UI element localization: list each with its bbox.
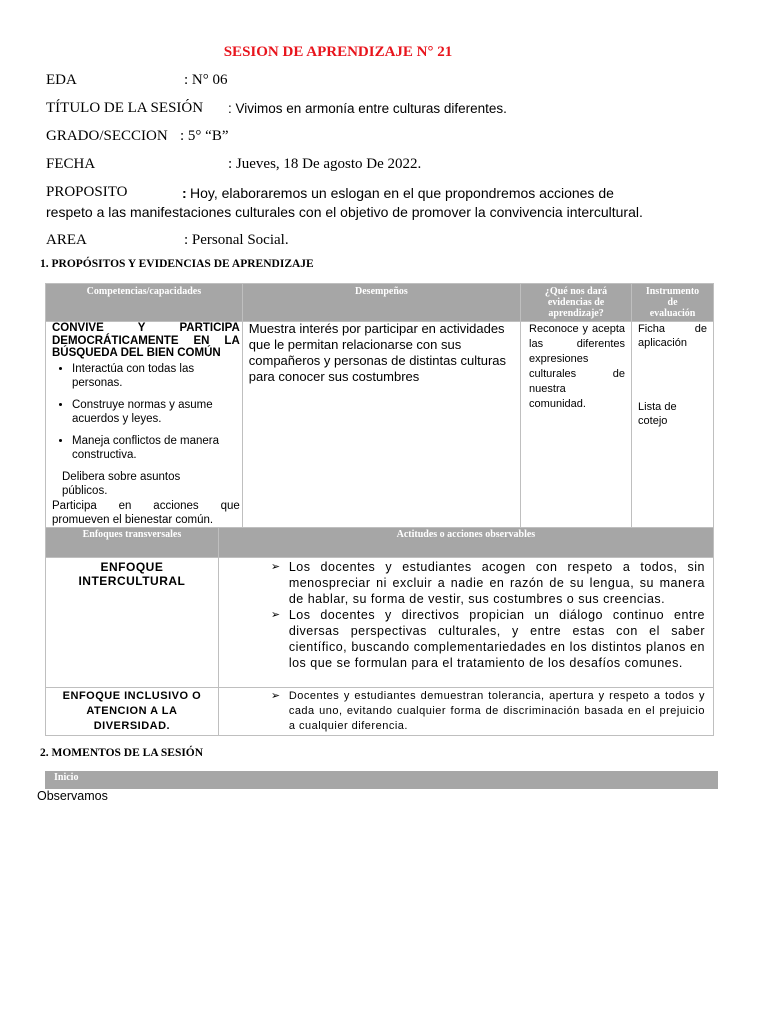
competencias-table <box>45 283 714 528</box>
competencia-title: CONVIVE Y PARTICIPA DEMOCRÁTICAMENTE EN LA BÚSQUEDA DEL BIEN COMÚN <box>52 322 240 359</box>
desempeno-cell <box>242 322 520 528</box>
enfoque-inclusivo-label: ENFOQUE INCLUSIVO O ATENCION A LA DIVERSIDAD. <box>46 688 219 736</box>
area-label: AREA <box>46 232 87 248</box>
capacidades-list <box>52 362 240 462</box>
page-title: SESION DE APRENDIZAJE N° 21 <box>223 44 453 60</box>
instrumento-1: Ficha de aplicación <box>638 323 707 349</box>
area-value: : Personal Social. <box>184 232 289 248</box>
proposito-colon: : <box>182 185 187 201</box>
grado-label: GRADO/SECCION <box>46 128 168 144</box>
evidencia-cell <box>521 322 632 528</box>
observamos-text: Observamos <box>37 789 108 803</box>
enfoque-intercultural-label: ENFOQUE INTERCULTURAL <box>46 558 219 688</box>
proposito-label: PROPOSITO <box>46 184 128 200</box>
action-item: ➢ Los docentes y estudiantes acogen con respeto a todos, sin menospreciar ni excluir a nadie en razón de su lengua, su manera de hablar, su forma de vestir, sus costumbres o sus creencias. <box>267 559 705 607</box>
desempeno-text: Muestra interés por participar en actividades que le permitan relacionarse con sus compañeros y personas de distintas culturas para conocer sus costumbres <box>248 321 507 384</box>
header-enfoques: Enfoques transversales <box>46 528 219 558</box>
participa-text: Participa en acciones que promueven el bienestar común. <box>52 499 240 526</box>
action-item: ➢ Los docentes y directivos propician un diálogo continuo entre diversas perspectivas culturales, y entre estas con el saber científico, buscando complementariedades en los distintos planos en los que se formulan para el tratamiento de los desafíos comunes. <box>267 607 705 671</box>
fecha-value: : Jueves, 18 De agosto De 2022. <box>228 156 422 172</box>
header-instrumento: Instrumento de evaluación <box>632 284 714 322</box>
intercultural-list <box>267 559 705 671</box>
inclusivo-list <box>267 689 705 734</box>
enfoques-table <box>45 527 714 736</box>
evidencia-text: Reconoce y acepta las diferentes expresiones culturales de nuestra comunidad. <box>529 323 626 410</box>
header-evidencias: ¿Qué nos dará evidencias de aprendizaje? <box>521 284 632 322</box>
action-item: ➢ Docentes y estudiantes demuestran tolerancia, apertura y respeto a todos y cada uno, evitando cualquier forma de discriminación basada en el prejuicio a cualquier diferencia. <box>267 689 705 734</box>
capacidad-item: • Construye normas y asume acuerdos y leyes. <box>72 398 240 426</box>
header-desempenos: Desempeños <box>242 284 520 322</box>
header-competencias: Competencias/capacidades <box>46 284 243 322</box>
inicio-label: Inicio <box>54 772 79 783</box>
eda-value: : N° 06 <box>184 72 228 88</box>
section-2-heading: 2. MOMENTOS DE LA SESIÓN <box>40 747 204 759</box>
grado-value: : 5° “B” <box>180 128 229 144</box>
capacidad-item: • Interactúa con todas las personas. <box>72 362 240 390</box>
inicio-bar <box>45 771 718 789</box>
header-actitudes: Actitudes o acciones observables <box>218 528 713 558</box>
instrumento-cell <box>632 322 714 528</box>
delibera-text: Delibera sobre asuntos públicos. <box>62 470 181 497</box>
proposito-line-1: Hoy, elaboraremos un eslogan en el que propondremos acciones de <box>190 185 614 201</box>
enfoque-intercultural-actions <box>218 558 713 688</box>
fecha-label: FECHA <box>46 156 96 172</box>
capacidad-item: • Maneja conflictos de manera constructiva. <box>72 434 240 462</box>
titulo-label: TÍTULO DE LA SESIÓN <box>46 100 204 116</box>
competencia-cell <box>46 322 243 528</box>
enfoque-inclusivo-actions <box>218 688 713 736</box>
eda-label: EDA <box>46 72 77 88</box>
titulo-value: : Vivimos en armonía entre culturas diferentes. <box>228 101 507 116</box>
instrumento-2: Lista de cotejo <box>638 401 677 427</box>
section-1-heading: 1. PROPÓSITOS Y EVIDENCIAS DE APRENDIZAJE <box>40 258 314 270</box>
proposito-line-2: respeto a las manifestaciones culturales con el objetivo de promover la convivencia intercultural. <box>46 204 643 220</box>
